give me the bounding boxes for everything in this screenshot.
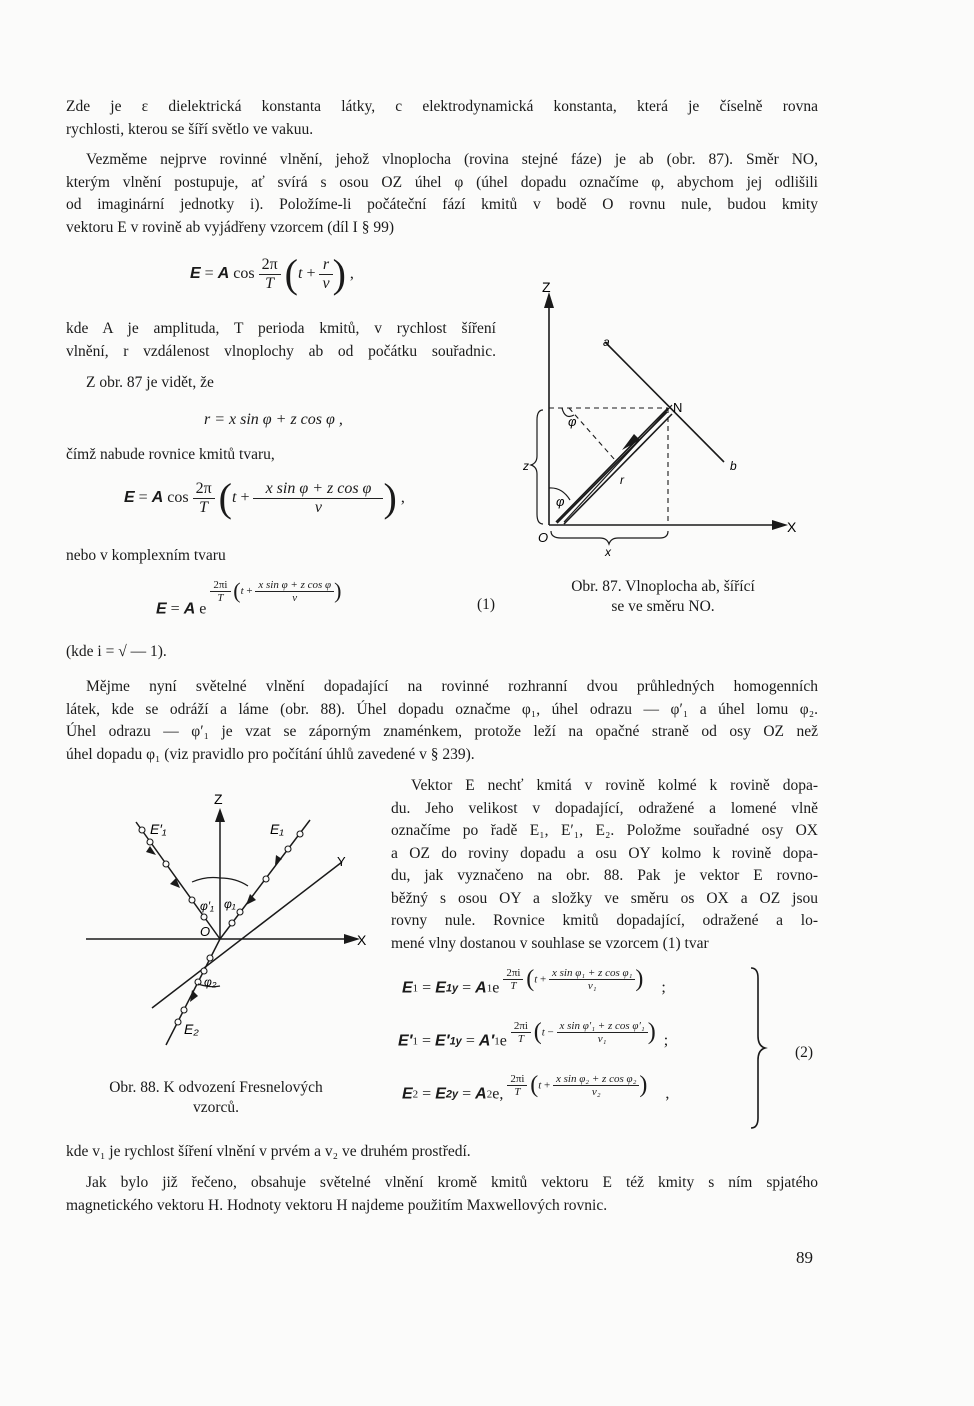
line: Vektor E nechť kmitá v rovině kolmé k rovině dopa- bbox=[411, 777, 818, 794]
caption-line: vzorců. bbox=[192, 1099, 240, 1116]
reflected-arrow bbox=[170, 878, 180, 888]
caption-line: Obr. 88. K odvození Fresnelových bbox=[109, 1079, 323, 1096]
e1-prime-label: E′₁ bbox=[150, 821, 167, 837]
phi-label-bottom: φ bbox=[556, 494, 565, 509]
line: od imaginární jednotky i). Položíme-li počáteční fází kmitů v bodě O rovnu nule, budou kmity bbox=[66, 196, 818, 213]
phi-label-top: φ bbox=[568, 414, 577, 429]
point-n-label: N bbox=[673, 400, 683, 415]
line: mené vlny dostanou v souhlase se vzorcem (1) tvar bbox=[391, 934, 709, 952]
paragraph-5: čímž nabude rovnice kmitů tvaru, bbox=[66, 446, 275, 463]
paragraph-9 bbox=[391, 775, 818, 955]
paragraph-8 bbox=[66, 676, 818, 766]
line: a OZ do roviny dopadu a osu OY kolmo k rovině dopa- bbox=[391, 844, 818, 862]
equation-wave-expanded: E = A cos $\frac{2\pi}{T}$ (t + $\frac{\text{x sin φ + z cos φ}}{v}$ ) , bbox=[124, 475, 405, 520]
origin-label: O bbox=[538, 530, 549, 545]
line: rychlosti, kterou se šíří světlo ve vakuu. bbox=[66, 120, 314, 138]
z-label: z bbox=[523, 459, 529, 473]
equation-reflected: E′1 = E′1y = A′1e $\frac{2\pi i}{T}$ (t − $\frac{\text{x sin φ′₁ + z cos φ′₁}}{\text{v₁}}$ ) ; bbox=[398, 1019, 669, 1050]
wavefront-b-label: b bbox=[730, 459, 737, 473]
line: látek, kde se odráží a láme (obr. 88). Úhel dopadu označme φ₁, úhel odrazu — φ′₁ a úhel lomu φ₂. bbox=[66, 700, 818, 718]
caption-line: Obr. 87. Vlnoplocha ab, šířící bbox=[571, 578, 755, 595]
line: Mějme nyní světelné vlnění dopadající na rovinné rozhranní dvou průhledných homogenních bbox=[86, 678, 818, 695]
x-axis-label: X bbox=[787, 519, 797, 535]
equation-incident: E1 = E1y = A1e $\frac{2\pi i}{T}$ (t + $\frac{\text{x sin φ₁ + z cos φ₁}}{\text{v₁}}$ ) ; bbox=[402, 966, 666, 997]
e1-label: E₁ bbox=[270, 821, 284, 837]
line: magnetického vektoru H. Hodnoty vektoru H najdeme použitím Maxwellových rovnic. bbox=[66, 1196, 608, 1214]
z-axis-arrow bbox=[215, 808, 225, 822]
paragraph-10: kde v₁ je rychlost šíření vlnění v prvém a v₂ ve druhém prostředí. bbox=[66, 1143, 471, 1160]
line: Jak bylo již řečeno, obsahuje světelné vlnění kromě kmitů vektoru E též kmity s ním spjatého bbox=[86, 1174, 818, 1191]
page-number: 89 bbox=[796, 1248, 813, 1267]
line: kterým vlnění postupuje, ať svírá s osou OZ úhel φ (úhel dopadu označíme φ, abychom jej odlišili bbox=[66, 173, 818, 191]
paragraph-3 bbox=[66, 318, 496, 363]
line: úhel dopadu φ₁ (viz pravidlo pro počítání úhlů zavedené v § 239). bbox=[66, 745, 475, 763]
caption-line: se ve směru NO. bbox=[611, 598, 715, 615]
equation-r: r = x sin φ + z cos φ , bbox=[204, 411, 343, 428]
e2-label: E₂ bbox=[184, 1021, 199, 1037]
refracted-arrow bbox=[190, 990, 198, 1002]
phi1-prime-label: φ′₁ bbox=[200, 899, 214, 913]
phi2-label: φ₂ bbox=[204, 975, 217, 989]
equation-refracted: E2 = E2y = A2e, $\frac{2\pi i}{T}$ (t + $\frac{\text{x sin φ₂ + z cos φ₂}}{\text{v₂}}$ ) , bbox=[402, 1072, 670, 1103]
z-axis-label: Z bbox=[542, 279, 551, 295]
paragraph-1 bbox=[66, 96, 818, 141]
figure-87-caption bbox=[530, 577, 796, 617]
paragraph-6: nebo v komplexním tvaru bbox=[66, 547, 226, 564]
paragraph-4: Z obr. 87 je vidět, že bbox=[86, 374, 214, 391]
r-label: r bbox=[620, 473, 624, 487]
origin-label: O bbox=[200, 924, 211, 939]
line: vlnění, r vzdálenost vlnoplochy ab od počátku souřadnic. bbox=[66, 342, 496, 360]
paragraph-2 bbox=[66, 149, 818, 239]
wavefront-a-label: a bbox=[603, 335, 610, 349]
line: Vezměme nejprve rovinné vlnění, jehož vlnoplocha (rovina stejné fáze) je ab (obr. 87). Směr NO, bbox=[86, 151, 818, 168]
equation-complex: E = A e $\frac{2\pi i}{T}$ (t + $\frac{\text{x sin φ + z cos φ}}{v}$ ) bbox=[156, 578, 342, 618]
figure-88-caption bbox=[76, 1078, 356, 1118]
figure-88 bbox=[80, 790, 375, 1070]
y-axis-label: Y bbox=[337, 854, 346, 869]
equation-label-1: (1) bbox=[477, 596, 496, 613]
line: rovny nule. Rovnice kmitů dopadající, odražené a lo- bbox=[391, 912, 818, 929]
line: kde A je amplituda, T perioda kmitů, v rychlost šíření bbox=[66, 320, 496, 337]
incident-arrow-2 bbox=[275, 855, 282, 865]
equation-label-2: (2) bbox=[795, 1044, 814, 1061]
paragraph-7: (kde i = √ — 1). bbox=[66, 643, 167, 660]
equation-brace bbox=[748, 966, 768, 1130]
equation-wave: E = A cos $\frac{2\pi}{T}$ (t + $\frac{r}{v}$ ) , bbox=[190, 251, 354, 296]
x-axis-label: X bbox=[357, 932, 367, 948]
phi1-label: φ₁ bbox=[224, 897, 236, 911]
line: běžný s osou OY a složky ve směru os OX a OZ jsou bbox=[391, 889, 818, 907]
line: označíme po řadě E₁, E′₁, E₂. Položme souřadné osy OX bbox=[391, 822, 818, 839]
line: Úhel odrazu — φ′₁ je vzat se záporným znaménkem, protože leží na opačné straně od osy OZ než bbox=[66, 723, 818, 740]
figure-87 bbox=[510, 270, 810, 570]
line: vektoru E v rovině ab vyjádřeny vzorcem (díl I § 99) bbox=[66, 218, 394, 236]
line: du. Jeho velikost v dopadající, odražené a lomené vlně bbox=[391, 799, 818, 817]
paragraph-11 bbox=[66, 1172, 818, 1217]
z-axis-label: Z bbox=[214, 791, 223, 807]
x-label: x bbox=[605, 545, 611, 559]
line: du, jak vyznačeno na obr. 88. Pak je vektor E rovno- bbox=[391, 867, 818, 884]
line: Zde je ε dielektrická konstanta látky, c elektrodynamická konstanta, která je číselně rovna bbox=[66, 98, 818, 115]
incident-arrow bbox=[246, 894, 256, 905]
x-axis-arrow bbox=[772, 520, 788, 530]
